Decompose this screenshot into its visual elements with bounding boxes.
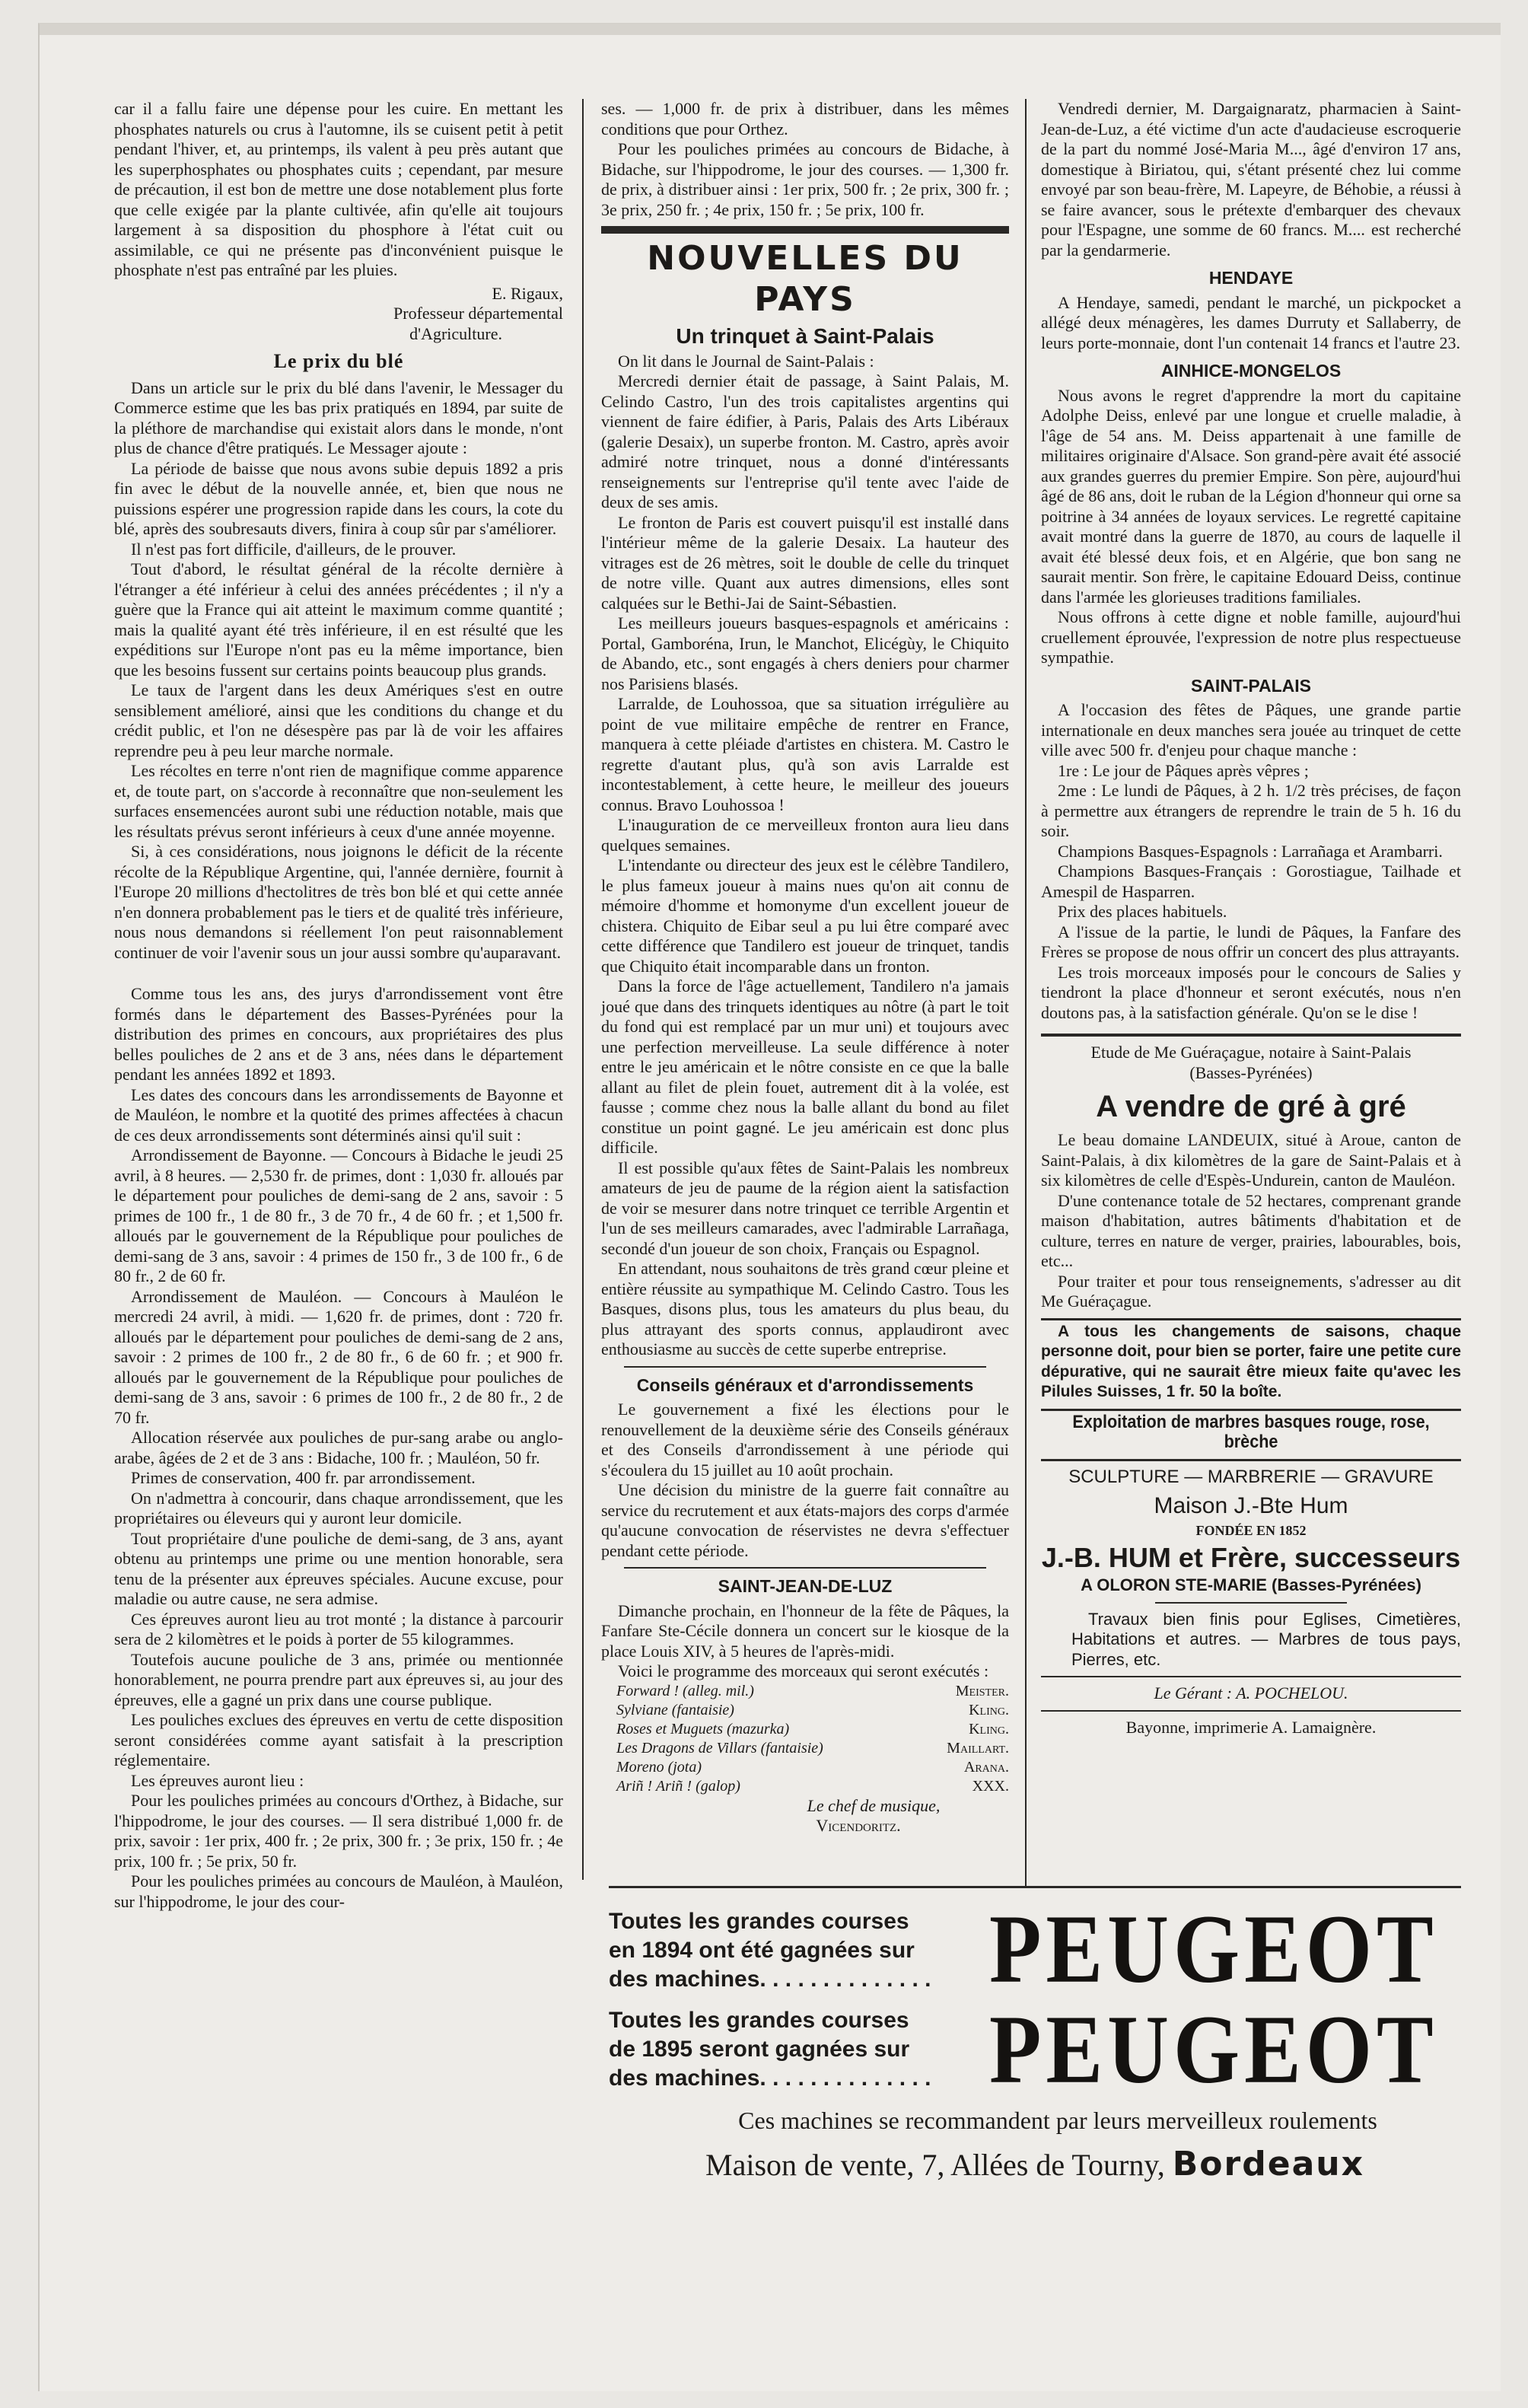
- ad-text-line: Toutes les grandes courses: [609, 1909, 909, 1934]
- paragraph: 1re : Le jour de Pâques après vêpres ;: [1058, 760, 1309, 780]
- heading-hendaye: HENDAYE: [1208, 268, 1294, 288]
- program-composer: Maillart.: [947, 1739, 1009, 1757]
- paragraph: Voici le programme des morceaux qui seront exécutés :: [618, 1661, 989, 1680]
- paragraph: La période de baisse que nous avons subie depuis 1892 a pris fin avec le début de la nouvelle année, et, bien que nous ne puissions espérer une progression rapide dans les cours, la cote du blé, après des soubresauts divers, finira à coup sûr par s'améliorer.: [114, 458, 563, 538]
- intro-paragraph: car il a fallu faire une dépense pour les cuire. En mettant les phosphates naturels ou crus à l'automne, ils se cuisent petit à petit pendant l'hiver, et, au printemps, ils valent à peu près autant que les superphosphates ou phosphates cuits ; cependant, par mesure de précaution, il est bon de mettre une dose notablement plus forte que celle exigée par la plante cultivée, afin qu'elle ait toujours largement à sa disposition du phosphore à l'état cuit ou assimilable, ce qui ne présente pas d'inconvénient puisque le phosphate n'est pas entraîné par les pluies.: [114, 99, 563, 279]
- paragraph: Pour les pouliches primées au concours de Mauléon, à Mauléon, sur l'hippodrome, le jour des cour-: [114, 1871, 563, 1911]
- section-rule: [601, 226, 1009, 234]
- signature-title: Professeur départemental: [393, 304, 563, 323]
- paragraph: Le taux de l'argent dans les deux Amériques s'est en outre sensiblement amélioré, ainsi que les conditions du change et du crédit public, et l'on ne désespère pas par là de voir les affaires reprendre peu à peu leur marche normale.: [114, 680, 563, 760]
- program-piece: Forward ! (alleg. mil.): [616, 1682, 754, 1699]
- program-row: [616, 1682, 1009, 1701]
- paragraph: Une décision du ministre de la guerre fait connaître au service du recrutement et aux états-majors des corps d'armée qu'aucune convocation de réservistes ne devra s'effectuer pendant cette période.: [601, 1480, 1009, 1560]
- paragraph: Dans la force de l'âge actuellement, Tandilero n'a jamais joué que dans des trinquets identiques au nôtre (à part le toit du fond qui est remplacé par un mur uni) et toujours avec une perfection merveilleuse. La seule différence à noter entre le jeu américain et le nôtre consiste en ce que la balle allant au filet de plein fouet, autrement dit à la volée, est fausse ; comme chez nous la balle allant du bond au filet constitue un point gagné. Le jeu américain est donc plus difficile.: [601, 976, 1009, 1157]
- program-row: [616, 1758, 1009, 1777]
- paragraph: Les pouliches exclues des épreuves en vertu de cette disposition seront considérées comme ayant satisfait à la prescription réglementaire.: [114, 1710, 563, 1769]
- paragraph: Champions Basques-Français : Gorostiague, Tailhade et Amespil de Hasparren.: [1041, 862, 1461, 901]
- ad-bordeaux: Bordeaux: [1172, 2145, 1364, 2183]
- ad-text-1: [609, 1907, 974, 1994]
- section-rule: [1041, 1459, 1461, 1461]
- signature-name: E. Rigaux,: [492, 283, 563, 303]
- paragraph: ses. — 1,000 fr. de prix à distribuer, dans les mêmes conditions que pour Orthez.: [601, 99, 1009, 139]
- paragraph: Arrondissement de Mauléon. — Concours à Mauléon le mercredi 24 avril, à midi. — 1,620 fr. de primes, dont : 720 fr. alloués par le département pour pouliches de demi-sang de 2 ans, savoir : 2 primes de 100 fr., 2 de 80 fr., 6 de 60 fr. ; et 900 fr. alloués par le gouvernement de la République pour pouliches de demi-sang de 3 ans, savoir : 6 primes de 100 fr., 2 de 80 fr., 2 de 70 fr.: [114, 1286, 563, 1427]
- section-rule: [1041, 1034, 1461, 1037]
- signature-title-2: d'Agriculture.: [409, 323, 502, 343]
- program-piece: Ariñ ! Ariñ ! (galop): [616, 1777, 740, 1795]
- paragraph: Les trois morceaux imposés pour le concours de Salies y tiendront la place d'honneur et seront exécutés, nous n'en doutons pas, à la satisfaction générale. Qu'on se le dise !: [1041, 962, 1461, 1022]
- paragraph: Les récoltes en terre n'ont rien de magnifique comme apparence et, de toute part, on s'accorde à reconnaître que non-seulement les surfaces ensemencées auront subi une réduction notable, mais que les résultats prévus seront inférieurs à ceux d'une année moyenne.: [114, 761, 563, 841]
- paragraph: Le beau domaine LANDEUIX, situé à Aroue, canton de Saint-Palais, à dix kilomètres de la gare de Saint-Palais et à six kilomètres de celle d'Espès-Undurein, canton de Mauléon.: [1041, 1130, 1461, 1190]
- ad-text-line: Toutes les grandes courses: [609, 2008, 909, 2033]
- program-row: [616, 1720, 1009, 1739]
- ad-maison-line: [609, 2145, 1461, 2183]
- heading-prix-du-ble: Le prix du blé: [273, 350, 404, 372]
- ad-text-line: de 1895 seront gagnées sur: [609, 2037, 910, 2062]
- hum-frere-heading: J.-B. HUM et Frère, successeurs: [1041, 1542, 1461, 1573]
- ad-text-line: en 1894 ont été gagnées sur: [609, 1938, 915, 1963]
- paragraph: A l'issue de la partie, le lundi de Pâques, la Fanfare des Frères se propose de nous offrir un concert des plus attrayants.: [1041, 922, 1461, 961]
- heading-nouvelles-du-pays: NOUVELLES DU PAYS: [647, 239, 963, 319]
- program-piece: Moreno (jota): [616, 1758, 702, 1776]
- paragraph: Tout propriétaire d'une pouliche de demi-sang, de 3 ans, ayant obtenu au printemps une prime ou une mention honorable, sera tenu de la présenter aux épreuves spéciales. Aucune excuse, pour maladie ou autre cause, ne sera admise.: [114, 1528, 563, 1608]
- heading-conseils: Conseils généraux et d'arrondissements: [636, 1374, 974, 1395]
- paragraph: Dimanche prochain, en l'honneur de la fête de Pâques, la Fanfare Ste-Cécile donnera un concert sur le kiosque de la place Louis XIV, à 5 heures de l'après-midi.: [601, 1601, 1009, 1661]
- fondee-line: FONDÉE EN 1852: [1195, 1522, 1307, 1538]
- ad-roulements-line: Ces machines se recommandent par leurs merveilleux roulements: [738, 2107, 1377, 2134]
- paragraph: Toutefois aucune pouliche de 3 ans, primée ou mentionnée honorablement, ne pourra prendre part aux épreuves si, au jour des épreuves, elle a gagné un prix dans une course publique.: [114, 1649, 563, 1709]
- paragraph: Pour les pouliches primées au concours d'Orthez, à Bidache, sur l'hippodrome, le jour des courses. — Il sera distribué 1,000 fr. de prix, savoir : 1er prix, 400 fr. ; 2e prix, 300 fr. ; 3e prix, 150 fr. ; 4e prix, 100 fr. ; 5e prix, 50 fr.: [114, 1791, 563, 1871]
- paragraph: Pour traiter et pour tous renseignements, s'adresser au dit Me Guéraçague.: [1041, 1271, 1461, 1311]
- paragraph: 2me : Le lundi de Pâques, à 2 h. 1/2 très précises, de façon à permettre aux étrangers de reprendre le train de 5 h. 16 du soir.: [1041, 781, 1461, 840]
- paragraph: Mercredi dernier était de passage, à Saint Palais, M. Celindo Castro, l'un des trois capitalistes argentins qui viennent de faire édifier, à Paris, Palais des Arts Libéraux (galerie Desaix), un superbe fronton. M. Castro, après avoir admiré notre trinquet, nous a donné d'intéressants renseignements sur l'entreprise qu'il tente avec l'aide de deux de ses amis.: [601, 371, 1009, 511]
- program-composer: Kling.: [969, 1720, 1009, 1738]
- program-piece: Sylviane (fantaisie): [616, 1701, 734, 1718]
- paragraph: A Hendaye, samedi, pendant le marché, un pickpocket a allégé deux ménagères, les dames Durruty et Sallaberry, de leurs porte-monnaie, dont l'un contenait 14 francs et l'autre 23.: [1041, 292, 1461, 352]
- program-piece: Les Dragons de Villars (fantaisie): [616, 1739, 823, 1757]
- paragraph: Nous avons le regret d'apprendre la mort du capitaine Adolphe Deiss, enlevé par une longue et cruelle maladie, à l'âge de 54 ans. M. Deiss appartenait à une famille de militaires originaire d'Alsace. Son grand-père avait été associé aux grandes guerres du premier Empire. Son père, aujourd'hui âgé de 86 ans, doit le ruban de la Légion d'honneur qui orne sa poitrine à 34 années de loyaux services. Le regretté capitaine avait montré dans la guerre de 1870, au cours de laquelle il avait été blessé deux fois, et en Algérie, que bon sang ne saurait mentir. Son frère, le capitaine Edouard Deiss, continue dans l'armée les glorieuses traditions familiales.: [1041, 385, 1461, 607]
- program-composer: Kling.: [969, 1701, 1009, 1718]
- pilules-ad: A tous les changements de saisons, chaque personne doit, pour bien se porter, faire une petite cure dépurative, qui ne saurait être mieux faite qu'avec les Pilules Suisses, 1 fr. 50 la boîte.: [1041, 1322, 1461, 1400]
- paragraph: En attendant, nous souhaitons de très grand cœur pleine et entière réussite au sympathique M. Celindo Castro. Tous les Basques, disons plus, tous les amateurs du plus beau, du plus attrayant des sports connus, applaudiront avec enthousiasme au succès de cette superbe entreprise.: [601, 1259, 1009, 1358]
- paragraph: Vendredi dernier, M. Dargaignaratz, pharmacien à Saint-Jean-de-Luz, a été victime d'un acte d'audacieuse escroquerie de la part du nommé José-Maria M..., âgé d'environ 17 ans, domestique à Biriatou, qui, s'étant présenté chez lui comme envoyé par son beau-frère, M. Lapeyre, de Béhobie, a réussi à se faire avancer, sous le prétexte d'embarquer des chevaux pour l'Espagne, une somme de 60 francs. M.... est recherché par la gendarmerie.: [1041, 99, 1461, 260]
- program-list: [601, 1682, 1009, 1796]
- paragraph: Le fronton de Paris est couvert puisqu'il est installé dans l'intérieur même de la galerie Desaix. La hauteur des vitrages est de 26 mètres, soit le double de celle du trinquet de notre ville. Quant aux autres dimensions, elles sont calquées sur le Bethi-Jai de Saint-Sébastien.: [601, 512, 1009, 613]
- heading-ainhice-mongelos: AINHICE-MONGELOS: [1160, 361, 1342, 381]
- imprimerie-line: Bayonne, imprimerie A. Lamaignère.: [1125, 1717, 1377, 1737]
- program-composer: Meister.: [955, 1682, 1009, 1699]
- paragraph: A l'occasion des fêtes de Pâques, une grande partie internationale en deux manches sera jouée au trinquet de cette ville avec 500 fr. d'enjeu pour chaque manche :: [1041, 700, 1461, 760]
- program-row: [616, 1701, 1009, 1720]
- paragraph: On n'admettra à concourir, dans chaque arrondissement, que les propriétaires ou éleveurs qui y auront leur domicile.: [114, 1488, 563, 1527]
- column-rule-1: [582, 99, 584, 1880]
- maison-hum: Maison J.-Bte Hum: [1154, 1492, 1348, 1518]
- top-edge: [40, 24, 1501, 35]
- divider: [624, 1366, 986, 1368]
- paragraph: Comme tous les ans, des jurys d'arrondissement vont être formés dans le département des Basses-Pyrénées pour la distribution des primes en concours, aux propriétaires des plus belles pouliches de 2 ans et de 3 ans, nées dans le département pendant les années 1892 et 1893.: [114, 984, 563, 1084]
- column-3: [1041, 99, 1461, 1738]
- peugeot-ad: [609, 1894, 1461, 2189]
- chef-title: Le chef de musique,: [807, 1795, 941, 1815]
- program-row: [616, 1777, 1009, 1796]
- paragraph: Si, à ces considérations, nous joignons le déficit de la récente récolte de la République Argentine, qui, l'année dernière, fournit à l'Europe 20 millions d'hectolitres de très bon blé et qui cette année n'en donnera probablement pas le tiers et de qualité très inférieure, nous nous demandons si réellement l'on peut raisonnablement continuer de voir l'avenir sous un jour aussi sombre qu'auparavant.: [114, 842, 563, 962]
- paragraph: Prix des places habituels.: [1058, 902, 1227, 921]
- chef-name: Vicendoritz.: [816, 1816, 901, 1835]
- paragraph: Allocation réservée aux pouliches de pur-sang arabe ou anglo-arabe, âgées de 2 et de 3 ans : Bidache, 100 fr. ; Mauléon, 50 fr.: [114, 1428, 563, 1467]
- paragraph: Les épreuves auront lieu :: [131, 1770, 304, 1790]
- program-composer: Arana.: [963, 1758, 1009, 1776]
- paragraph: Primes de conservation, 400 fr. par arrondissement.: [131, 1468, 476, 1487]
- heading-trinquet: Un trinquet à Saint-Palais: [676, 324, 934, 348]
- column-1: [114, 99, 563, 1912]
- divider: [624, 1567, 986, 1569]
- paragraph: Ces épreuves auront lieu au trot monté ; la distance à parcourir sera de 2 kilomètres et le poids à porter de 55 kilogrammes.: [114, 1609, 563, 1648]
- peugeot-brand-2: PEUGEOT: [989, 1995, 1438, 2104]
- paragraph: Les meilleurs joueurs basques-espagnols et américains : Portal, Gamboréna, Irun, le Manchot, Elicégùy, le Chiquito de Abando, etc., sont engagés à chers deniers pour charmer nos Parisiens blasés.: [601, 613, 1009, 693]
- marbres-banner: Exploitation de marbres basques rouge, rose, brèche: [1072, 1411, 1430, 1452]
- column-2: [601, 99, 1009, 1836]
- paragraph: Champions Basques-Espagnols : Larrañaga et Arambarri.: [1058, 841, 1443, 861]
- program-piece: Roses et Muguets (mazurka): [616, 1720, 790, 1738]
- paragraph: Le gouvernement a fixé les élections pour le renouvellement de la deuxième série des Conseils généraux et des Conseils d'arrondissement à une période qui s'écoulera du 15 juillet au 10 août prochain.: [601, 1400, 1009, 1480]
- heading-a-vendre: A vendre de gré à gré: [1096, 1090, 1406, 1123]
- paragraph: Dans un article sur le prix du blé dans l'avenir, le Messager du Commerce estime que les bas prix pratiqués en 1894, par suite de la pléthore de marchandise qui existait alors dans le monde, n'ont plus de chance d'être pratiqués. Le Messager ajoute :: [114, 377, 563, 457]
- ad-address: Maison de vente, 7, Allées de Tourny,: [705, 2148, 1165, 2182]
- paragraph: Tout d'abord, le résultat général de la récolte dernière à l'étranger a été inférieur à celui des années précédentes ; il n'y a guère que la France qui ait atteint le maximum comme quantité ; mais la qualité ayant été très inférieure, il en est résulté que les expéditions sur l'Europe n'ont pas eu la même importance, bien que les besoins fussent sur certains points beaucoup plus grands.: [114, 559, 563, 680]
- section-rule: [1041, 1409, 1461, 1411]
- paragraph: On lit dans le Journal de Saint-Palais :: [618, 351, 874, 371]
- ad-top-rule: [609, 1886, 1461, 1888]
- heading-saint-palais: SAINT-PALAIS: [1190, 675, 1312, 696]
- peugeot-brand-1: PEUGEOT: [989, 1894, 1438, 2004]
- paragraph: L'intendante ou directeur des jeux est le célèbre Tandilero, le plus fameux joueur à mains nues qu'on ait connu de mémoire d'homme et homonyme d'un excellent joueur de chistera. Chiquito de Eibar seul a pu lui être comparé avec cette différence que Tandilero est joueur de trinquet, tandis que Chiquito était incomparable dans un fronton.: [601, 855, 1009, 976]
- paragraph: Les dates des concours dans les arrondissements de Bayonne et de Mauléon, le nombre et la quotité des primes affectées à chacun de ces deux arrondissements sont déterminés ainsi qu'il suit :: [114, 1085, 563, 1145]
- paragraph: Nous offrons à cette digne et noble famille, aujourd'hui cruellement éprouvée, l'expression de notre plus respectueuse sympathie.: [1041, 607, 1461, 667]
- heading-saint-jean-de-luz: SAINT-JEAN-DE-LUZ: [718, 1576, 893, 1596]
- oloron-line: A OLORON STE-MARIE (Basses-Pyrénées): [1081, 1575, 1421, 1594]
- divider: [1041, 1676, 1461, 1677]
- paragraph: Larralde, de Louhossoa, que sa situation irrégulière au point de vue militaire empêche de rentrer en France, manquera à cette pléiade d'artistes en chistera. M. Castro le regrette d'autant plus, qu'à son avis Larralde est incontestablement, à cette heure, le meilleur des joueurs connus. Bravo Louhossoa !: [601, 694, 1009, 814]
- divider: [1041, 1710, 1461, 1712]
- etude-line-2: (Basses-Pyrénées): [1189, 1062, 1313, 1082]
- ad-text-2: [609, 2006, 974, 2093]
- sculpture-line: SCULPTURE — MARBRERIE — GRAVURE: [1068, 1466, 1434, 1487]
- column-rule-2: [1025, 99, 1027, 1887]
- gerant-line: Le Gérant : A. POCHELOU.: [1154, 1683, 1348, 1702]
- ad-text-line: des machines. . . . . . . . . . . . . .: [609, 2066, 931, 2091]
- program-composer: XXX.: [972, 1777, 1009, 1795]
- paragraph: Pour les pouliches primées au concours de Bidache, à Bidache, sur l'hippodrome, le jour des courses. — 1,300 fr. de prix, à distribuer ainsi : 1er prix, 500 fr. ; 2e prix, 300 fr. ; 3e prix, 250 fr. ; 4e prix, 150 fr. ; 5e prix, 100 fr.: [601, 139, 1009, 219]
- paragraph: Arrondissement de Bayonne. — Concours à Bidache le jeudi 25 avril, à 8 heures. — 2,530 fr. de primes, dont : 1,030 fr. alloués par le département pour pouliches de demi-sang de 2 ans, savoir : 5 primes de 100 fr., 1 de 80 fr., 3 de 70 fr., 4 de 60 fr. ; et 1,500 fr. alloués par le gouvernement de la République pour pouliches de demi-sang de 3 ans, savoir : 4 primes de 150 fr., 3 de 100 fr., 6 de 80 fr., 2 de 60 fr.: [114, 1145, 563, 1285]
- paragraph: D'une contenance totale de 52 hectares, comprenant grande maison d'habitation, autres bâtiments d'habitation et de culture, terres en nature de verger, prairies, labourables, bois, etc...: [1041, 1190, 1461, 1270]
- divider: [1155, 1602, 1347, 1604]
- etude-line: Etude de Me Guéraçague, notaire à Saint-Palais: [1090, 1043, 1412, 1062]
- paragraph: Il est possible qu'aux fêtes de Saint-Palais les nombreux amateurs de jeu de paume de la région aient la satisfaction de voir se mesurer dans notre trinquet ce terrible Argentin et l'un de ses meilleurs camarades, avec l'admirable Larrañaga, secondé d'un joueur de son choix, Français ou Espagnol.: [601, 1158, 1009, 1258]
- paragraph: Il n'est pas fort difficile, d'ailleurs, de le prouver.: [131, 539, 457, 559]
- program-row: [616, 1739, 1009, 1758]
- paragraph: L'inauguration de ce merveilleux fronton aura lieu dans quelques semaines.: [601, 815, 1009, 855]
- travaux-line: Travaux bien finis pour Eglises, Cimetières, Habitations et autres. — Marbres de tous pays, Pierres, etc.: [1071, 1609, 1461, 1669]
- section-rule: [1041, 1318, 1461, 1320]
- ad-text-line: des machines. . . . . . . . . . . . . .: [609, 1967, 931, 1992]
